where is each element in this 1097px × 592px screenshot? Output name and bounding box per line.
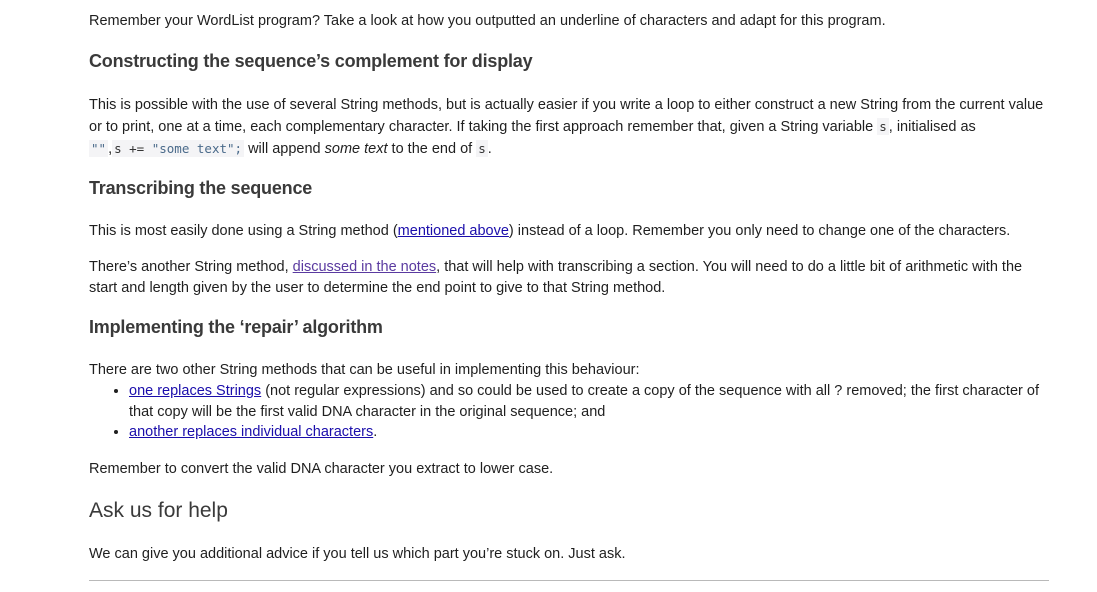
transcribe-paragraph-2 (89, 257, 1049, 299)
repair-outro: Remember to convert the valid DNA character you extract to lower case. (89, 461, 554, 477)
code-var-s-2: s (478, 141, 486, 156)
transcribe-text-d: , that will help with transcribing a section. You will need to do a little bit of arithmetic with the start and length given by the user to determine the end point to give to that String method. (89, 259, 1023, 296)
string-methods-list (89, 381, 1049, 443)
horizontal-divider (89, 580, 1049, 581)
repair-intro: There are two other String methods that can be useful in implementing this behaviour: (89, 362, 640, 378)
intro-paragraph: Remember your WordList program? Take a look at how you outputted an underline of characters and adapt for this program. (89, 13, 886, 29)
code-empty-string: "" (91, 141, 107, 156)
complement-paragraph (89, 95, 1049, 160)
complement-text-d: to the end of (387, 141, 477, 157)
transcribe-text-a: This is most easily done using a String method ( (89, 223, 398, 239)
repair-block (89, 360, 1049, 443)
some-text-emphasis: some text (324, 141, 388, 157)
transcribe-paragraph-1 (89, 221, 1049, 242)
link-another-replaces-characters[interactable]: another replaces individual characters (129, 424, 374, 440)
comma-separator: , (108, 141, 113, 157)
link-discussed-in-notes[interactable]: discussed in the notes (292, 259, 437, 275)
heading-repair: Implementing the ‘repair’ algorithm (89, 317, 383, 337)
list-item-text: . (373, 424, 378, 440)
heading-transcribe: Transcribing the sequence (89, 178, 313, 198)
code-append-prefix: s += (114, 141, 152, 156)
heading-help: Ask us for help (89, 499, 228, 522)
code-append-op (112, 140, 244, 157)
heading-complement: Constructing the sequence’s complement for display (89, 51, 533, 71)
transcribe-text-c: There’s another String method, (89, 259, 293, 275)
code-append-string: "some text"; (151, 141, 243, 156)
link-mentioned-above[interactable]: mentioned above (397, 223, 509, 239)
complement-text-e: . (487, 141, 492, 157)
help-paragraph: We can give you additional advice if you tell us which part you’re stuck on. Just ask. (89, 546, 626, 562)
complement-text-c: will append (244, 141, 325, 157)
list-item-text: (not regular expressions) and so could be used to create a copy of the sequence with all ? removed; the first character of that copy will be the first valid DNA character in the original sequence; and (129, 383, 1039, 420)
list-item (129, 381, 1049, 422)
complement-text-a: This is possible with the use of several String methods, but is actually easier if you write a loop to either construct a new String from the current value or to print, one at a time, each complementary character. If taking the first approach remember that, given a String variable (89, 97, 1044, 135)
complement-text-b: , initialised as (888, 119, 976, 135)
list-item (129, 422, 1049, 443)
transcribe-text-b: ) instead of a loop. Remember you only need to change one of the characters. (508, 223, 1011, 239)
code-var-s: s (879, 119, 887, 134)
link-one-replaces-strings[interactable]: one replaces Strings (129, 383, 262, 399)
